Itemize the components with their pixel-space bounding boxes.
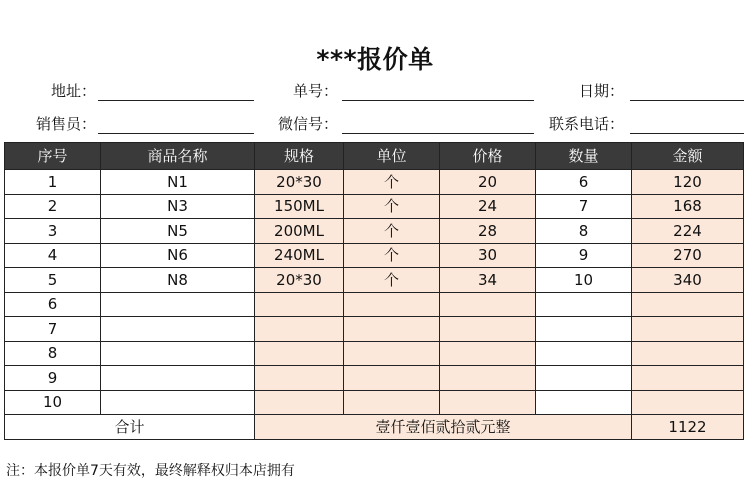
cell-spec[interactable]: 240ML <box>255 243 344 268</box>
cell-spec[interactable]: 150ML <box>255 194 344 219</box>
cell-unit[interactable]: 个 <box>344 268 440 293</box>
cell-price[interactable]: 30 <box>440 243 536 268</box>
cell-no[interactable]: 5 <box>5 268 101 293</box>
cell-no[interactable]: 9 <box>5 366 101 391</box>
address-label: 地址： <box>50 82 96 100</box>
cell-unit[interactable]: 个 <box>344 243 440 268</box>
column-header-qty: 数量 <box>536 143 632 170</box>
cell-qty[interactable] <box>536 366 632 391</box>
cell-price[interactable] <box>440 366 536 391</box>
column-header-spec: 规格 <box>255 143 344 170</box>
cell-amount[interactable]: 340 <box>632 268 744 293</box>
footer-note: 注：本报价单7天有效，最终解释权归本店拥有 <box>6 463 295 479</box>
cell-spec[interactable] <box>255 366 344 391</box>
cell-name[interactable]: N5 <box>101 219 255 244</box>
cell-qty[interactable]: 10 <box>536 268 632 293</box>
column-header-price: 价格 <box>440 143 536 170</box>
cell-price[interactable] <box>440 390 536 415</box>
cell-price[interactable] <box>440 292 536 317</box>
cell-no[interactable]: 6 <box>5 292 101 317</box>
cell-price[interactable]: 24 <box>440 194 536 219</box>
cell-amount[interactable] <box>632 292 744 317</box>
table-row <box>5 268 744 293</box>
page-title: ***报价单 <box>316 45 434 74</box>
quotation-table <box>4 142 744 440</box>
cell-unit[interactable] <box>344 366 440 391</box>
cell-amount[interactable] <box>632 390 744 415</box>
cell-name[interactable]: N6 <box>101 243 255 268</box>
total-row <box>5 415 744 440</box>
table-header-row <box>5 143 744 170</box>
cell-spec[interactable] <box>255 390 344 415</box>
cell-unit[interactable] <box>344 317 440 342</box>
cell-qty[interactable] <box>536 390 632 415</box>
cell-price[interactable]: 28 <box>440 219 536 244</box>
cell-spec[interactable]: 20*30 <box>255 170 344 195</box>
column-header-name: 商品名称 <box>101 143 255 170</box>
cell-no[interactable]: 2 <box>5 194 101 219</box>
cell-name[interactable]: N3 <box>101 194 255 219</box>
cell-price[interactable]: 34 <box>440 268 536 293</box>
cell-price[interactable] <box>440 341 536 366</box>
cell-amount[interactable] <box>632 341 744 366</box>
cell-amount[interactable]: 224 <box>632 219 744 244</box>
cell-no[interactable]: 8 <box>5 341 101 366</box>
table-row <box>5 341 744 366</box>
cell-amount[interactable]: 120 <box>632 170 744 195</box>
cell-unit[interactable]: 个 <box>344 219 440 244</box>
order-no-label: 单号： <box>292 82 338 100</box>
table-row <box>5 366 744 391</box>
table-row <box>5 292 744 317</box>
cell-amount[interactable]: 168 <box>632 194 744 219</box>
total-amount-in-words[interactable]: 壹仟壹佰贰拾贰元整 <box>255 415 632 440</box>
cell-amount[interactable]: 270 <box>632 243 744 268</box>
cell-no[interactable]: 10 <box>5 390 101 415</box>
cell-spec[interactable]: 200ML <box>255 219 344 244</box>
cell-qty[interactable] <box>536 341 632 366</box>
order-no-field[interactable] <box>342 100 534 101</box>
cell-no[interactable]: 4 <box>5 243 101 268</box>
table-row <box>5 219 744 244</box>
cell-amount[interactable] <box>632 317 744 342</box>
cell-no[interactable]: 3 <box>5 219 101 244</box>
total-label: 合计 <box>5 415 255 440</box>
cell-amount[interactable] <box>632 366 744 391</box>
cell-spec[interactable] <box>255 317 344 342</box>
table-row <box>5 317 744 342</box>
cell-price[interactable]: 20 <box>440 170 536 195</box>
column-header-no: 序号 <box>5 143 101 170</box>
address-field[interactable] <box>98 100 254 101</box>
cell-spec[interactable]: 20*30 <box>255 268 344 293</box>
cell-spec[interactable] <box>255 292 344 317</box>
cell-name[interactable] <box>101 341 255 366</box>
cell-name[interactable] <box>101 317 255 342</box>
cell-price[interactable] <box>440 317 536 342</box>
cell-name[interactable]: N8 <box>101 268 255 293</box>
cell-unit[interactable] <box>344 341 440 366</box>
cell-unit[interactable] <box>344 292 440 317</box>
cell-name[interactable] <box>101 366 255 391</box>
cell-name[interactable] <box>101 390 255 415</box>
column-header-unit: 单位 <box>344 143 440 170</box>
cell-unit[interactable]: 个 <box>344 170 440 195</box>
total-amount[interactable]: 1122 <box>632 415 744 440</box>
cell-qty[interactable] <box>536 317 632 342</box>
date-label: 日期： <box>578 82 624 100</box>
phone-label: 联系电话： <box>548 115 624 133</box>
cell-qty[interactable]: 9 <box>536 243 632 268</box>
cell-name[interactable]: N1 <box>101 170 255 195</box>
cell-unit[interactable]: 个 <box>344 194 440 219</box>
table-row <box>5 194 744 219</box>
date-field[interactable] <box>630 100 744 101</box>
cell-qty[interactable]: 7 <box>536 194 632 219</box>
cell-no[interactable]: 7 <box>5 317 101 342</box>
cell-name[interactable] <box>101 292 255 317</box>
table-row <box>5 390 744 415</box>
table-row <box>5 243 744 268</box>
phone-field[interactable] <box>630 133 744 134</box>
cell-unit[interactable] <box>344 390 440 415</box>
cell-qty[interactable] <box>536 292 632 317</box>
column-header-amount: 金额 <box>632 143 744 170</box>
cell-spec[interactable] <box>255 341 344 366</box>
cell-no[interactable]: 1 <box>5 170 101 195</box>
wechat-field[interactable] <box>342 133 534 134</box>
salesperson-label: 销售员： <box>35 115 96 133</box>
cell-qty[interactable]: 8 <box>536 219 632 244</box>
table-row <box>5 170 744 195</box>
cell-qty[interactable]: 6 <box>536 170 632 195</box>
wechat-label: 微信号： <box>277 115 338 133</box>
salesperson-field[interactable] <box>98 133 254 134</box>
